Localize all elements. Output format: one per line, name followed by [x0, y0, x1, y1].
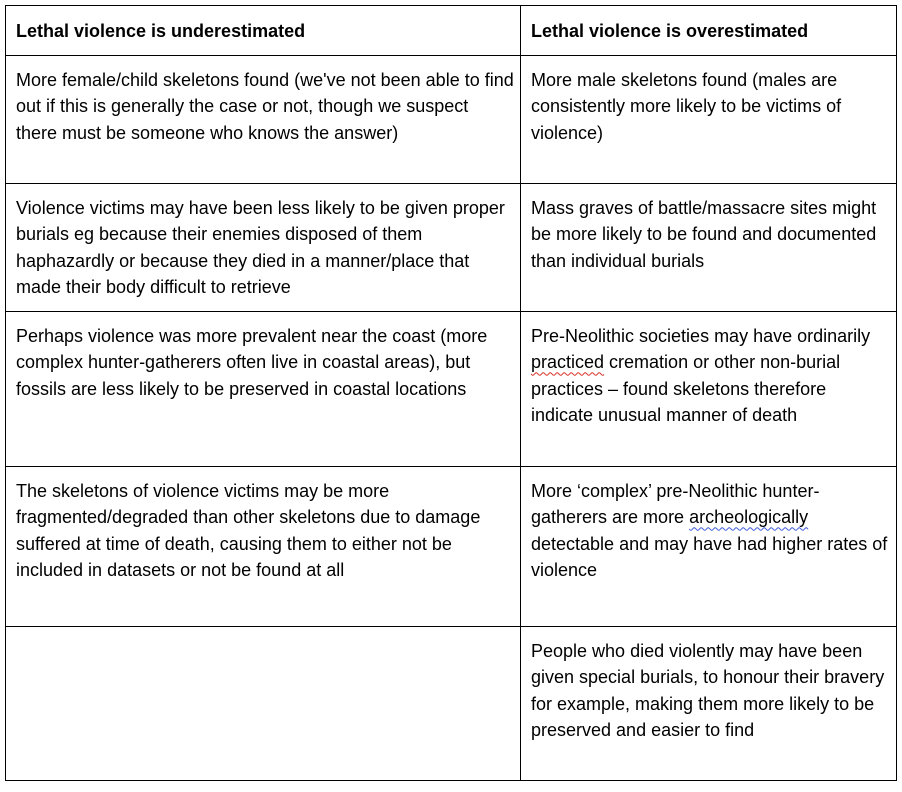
comparison-table: [5, 5, 897, 781]
header-row: [6, 6, 897, 56]
cell-text: detectable and may have had higher rates of violence: [531, 533, 888, 580]
cell-overestimated: More male skeletons found (males are consistently more likely to be victims of violence): [521, 56, 897, 184]
table-row: [6, 627, 897, 781]
cell-text: cremation or other non-burial practices – found skeletons therefore indicate unusual manner of death: [531, 352, 841, 425]
cell-text: Pre-Neolithic societies may have ordinarily: [531, 326, 871, 346]
cell-overestimated: [521, 312, 897, 467]
cell-underestimated: Perhaps violence was more prevalent near the coast (more complex hunter-gatherers often live in coastal areas), but fossils are less likely to be preserved in coastal locations: [6, 312, 521, 467]
table-row: [6, 184, 897, 312]
cell-underestimated-empty: [6, 627, 521, 781]
cell-underestimated: Violence victims may have been less likely to be given proper burials eg because their enemies disposed of them haphazardly or because they died in a manner/place that made their body difficult to retrieve: [6, 184, 521, 312]
cell-underestimated: More female/child skeletons found (we've not been able to find out if this is generally the case or not, though we suspect there must be someone who knows the answer): [6, 56, 521, 184]
header-overestimated: Lethal violence is overestimated: [521, 6, 897, 56]
cell-text: More ‘complex’ pre-Neolithic hunter-gatherers are more: [531, 481, 820, 528]
table-row: [6, 467, 897, 627]
spellcheck-flagged-word[interactable]: practiced: [531, 352, 605, 373]
grammar-flagged-word[interactable]: archeologically: [689, 507, 809, 528]
header-underestimated: Lethal violence is underestimated: [6, 6, 521, 56]
cell-overestimated: Mass graves of battle/massacre sites might be more likely to be found and documented than individual burials: [521, 184, 897, 312]
table-row: [6, 312, 897, 467]
cell-underestimated: The skeletons of violence victims may be more fragmented/degraded than other skeletons due to damage suffered at time of death, causing them to either not be included in datasets or not be found at all: [6, 467, 521, 627]
table-row: [6, 56, 897, 184]
cell-overestimated: People who died violently may have been given special burials, to honour their bravery for example, making them more likely to be preserved and easier to find: [521, 627, 897, 781]
cell-overestimated: [521, 467, 897, 627]
